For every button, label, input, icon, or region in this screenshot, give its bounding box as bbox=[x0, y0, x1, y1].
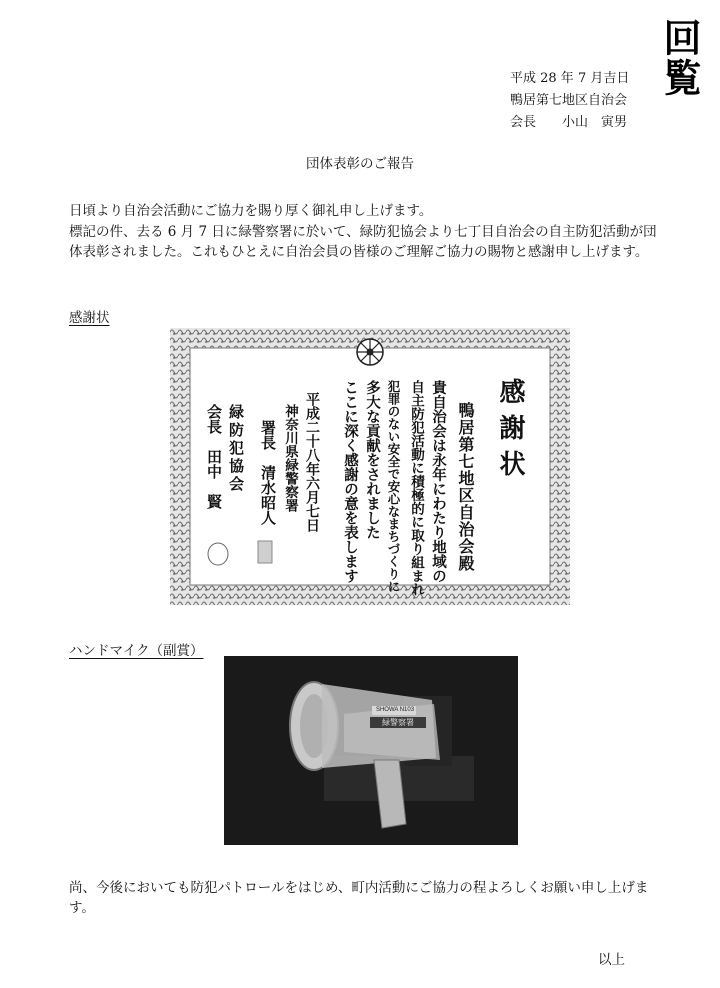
circulation-stamp: 回覧 bbox=[657, 18, 702, 98]
seal-icon bbox=[258, 541, 272, 563]
certificate-issuer-org: 神奈川県緑警察署 bbox=[282, 404, 298, 512]
certificate-text-line: 犯罪のない安全で安心なまちづくりに bbox=[386, 380, 401, 593]
report-paragraph: 標記の件、去る 6 月 7 日に緑警察署に於いて、緑防犯協会より七丁目自治会の自主防犯活動が団体表彰されました。これもひとえに自治会員の皆様のご理解ご協力の賜物と感謝申し上げます。 bbox=[69, 224, 657, 260]
megaphone-icon bbox=[224, 656, 518, 845]
certificate-section-label: 感謝状 bbox=[69, 310, 110, 326]
certificate-issuer-name: 署長 清水昭人 bbox=[259, 420, 277, 525]
certificate-text-line: 自主防犯活動に積極的に取り組まれ bbox=[408, 380, 424, 596]
certificate-text-line: 多大な貢献をされました bbox=[364, 380, 381, 540]
megaphone-photo bbox=[224, 656, 518, 845]
certificate-text-line: ここに深く感謝の意を表します bbox=[342, 380, 359, 583]
certificate-issuer-name: 会長 田中 賢 bbox=[205, 404, 223, 509]
document-title: 団体表彰のご報告 bbox=[306, 156, 414, 172]
closing-paragraph: 尚、今後においても防犯パトロールをはじめ、町内活動にご協力の程よろしくお願い申し上げます。 bbox=[69, 880, 649, 916]
seal-icon bbox=[208, 543, 228, 565]
prize-section-label: ハンドマイク（副賞） bbox=[69, 643, 204, 659]
header-president: 会長 小山 寅男 bbox=[510, 115, 628, 130]
certificate-date: 平成二十八年六月七日 bbox=[304, 392, 320, 532]
certificate-heading: 感謝状 bbox=[495, 378, 525, 486]
greeting-paragraph: 日頃より自治会活動にご協力を賜り厚く御礼申し上げます。 bbox=[69, 203, 433, 219]
header-date: 平成 28 年 7 月吉日 bbox=[510, 71, 630, 86]
chrysanthemum-emblem-icon bbox=[357, 339, 383, 365]
megaphone-police-label: 緑警察署 bbox=[382, 718, 414, 727]
certificate-issuer-org: 緑防犯協会 bbox=[227, 404, 245, 494]
certificate-text-line: 貴自治会は永年にわたり地域の bbox=[430, 380, 447, 583]
certificate-image bbox=[170, 328, 570, 605]
certificate-recipient: 鴨居第七地区自治会殿 bbox=[456, 402, 475, 572]
header-organization: 鴨居第七地区自治会 bbox=[510, 93, 628, 108]
end-mark: 以上 bbox=[598, 952, 625, 968]
megaphone-brand-label: SHOWA N103 bbox=[375, 707, 415, 713]
